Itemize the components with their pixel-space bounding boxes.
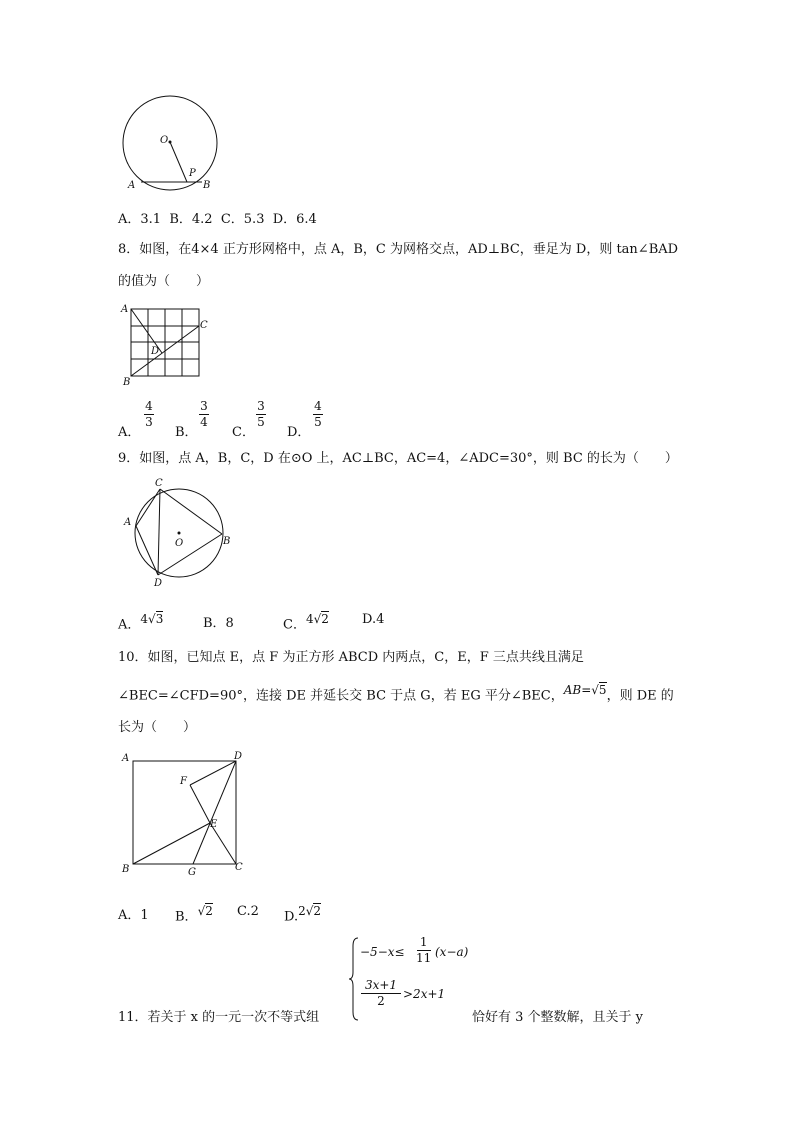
q8-option-c[interactable]: C．: [232, 425, 255, 440]
q7-option-b[interactable]: B．4.2: [169, 212, 213, 227]
q7-option-c[interactable]: C．5.3: [220, 212, 265, 227]
q10-option-a[interactable]: A．1: [118, 908, 149, 923]
q11-inequality-1: −5−x≤: [360, 945, 405, 959]
q7-label-a: A: [128, 180, 136, 191]
q8-figure: [118, 300, 218, 390]
q7-segment-op: [170, 142, 187, 182]
q10-label-f: F: [180, 776, 187, 787]
q11-inequality-1-fraction: 1 11: [416, 935, 432, 965]
q8-option-a[interactable]: A．: [118, 425, 141, 440]
q11-question-end: 恰好有 3 个整数解，且关于 y: [472, 1010, 644, 1025]
q8-option-d[interactable]: D．: [287, 425, 311, 440]
q9-label-o: O: [175, 538, 184, 549]
q8-label-a: A: [121, 304, 129, 315]
q10-option-d[interactable]: D.$^{2√2}$: [284, 904, 322, 925]
q9-center-dot: [178, 532, 181, 535]
q8-option-b-fraction: 3 4: [200, 399, 208, 429]
q10-label-d: D: [234, 751, 243, 762]
q9-label-a: A: [124, 517, 132, 528]
q8-option-c-fraction: 3 5: [257, 399, 265, 429]
q9-option-b[interactable]: B．8: [203, 616, 234, 631]
q7-option-d[interactable]: D．6.4: [272, 212, 317, 227]
q10-label-c: C: [235, 862, 243, 873]
q10-option-b[interactable]: B．$^{√2}$: [175, 904, 213, 925]
q10-label-e: E: [210, 819, 218, 830]
q8-option-d-fraction: 4 5: [314, 399, 322, 429]
q10-label-b: B: [122, 864, 130, 875]
q9-option-a[interactable]: A．$^{4√3}$: [118, 612, 164, 633]
q7-option-a[interactable]: A．3.1: [118, 212, 162, 227]
q10-label-g: G: [188, 867, 196, 878]
q8-label-c: C: [200, 320, 208, 331]
q11-inequality-2-fraction: 3x+1 2: [361, 979, 401, 1008]
q8-label-b: B: [123, 377, 131, 388]
q9-label-b: B: [223, 536, 231, 547]
q7-label-o: O: [160, 135, 169, 146]
q9-label-d: D: [154, 578, 163, 589]
q7-figure: [115, 95, 225, 195]
q11-inequality-1-rhs: (x−a): [435, 945, 469, 959]
q10-question-line2: ∠BEC=∠CFD=90°，连接 DE 并延长交 BC 于点 G，若 EG 平分∠BEC，$^{AB=√5}$，则 DE 的: [118, 683, 674, 704]
q10-question-line3: 长为（ ）: [118, 720, 197, 735]
q11-inequality-2-rhs: >2x+1: [403, 987, 446, 1001]
q11-question-start: 11．若关于 x 的一元一次不等式组: [118, 1010, 320, 1025]
q10-option-c[interactable]: C.2: [237, 904, 259, 919]
q7-label-b: B: [203, 180, 211, 191]
q9-option-d[interactable]: D.4: [362, 612, 385, 627]
q9-question: 9．如图，点 A，B，C，D 在⊙O 上，AC⊥BC，AC=4，∠ADC=30°，则 BC 的长为（ ）: [118, 451, 678, 466]
q10-figure: [118, 748, 248, 878]
q9-option-c[interactable]: C．$^{4√2}$: [283, 612, 329, 633]
q8-question-line2: 的值为（ ）: [118, 274, 210, 289]
q7-options: [118, 208, 317, 227]
q7-label-p: P: [189, 168, 196, 179]
q10-question-line1: 10．如图，已知点 E，点 F 为正方形 ABCD 内两点，C，E，F 三点共线且满足: [118, 650, 584, 665]
q9-figure: [118, 474, 243, 589]
q9-label-c: C: [155, 478, 163, 489]
q8-label-d: D: [151, 346, 160, 357]
q7-center-dot: [169, 141, 172, 144]
q8-option-a-fraction: 4 3: [145, 399, 153, 429]
q8-option-b[interactable]: B．: [175, 425, 198, 440]
q8-question-line1: 8．如图，在4×4 正方形网格中，点 A，B，C 为网格交点，AD⊥BC，垂足为 D，则 tan∠BAD: [118, 242, 679, 257]
q10-label-a: A: [122, 753, 130, 764]
